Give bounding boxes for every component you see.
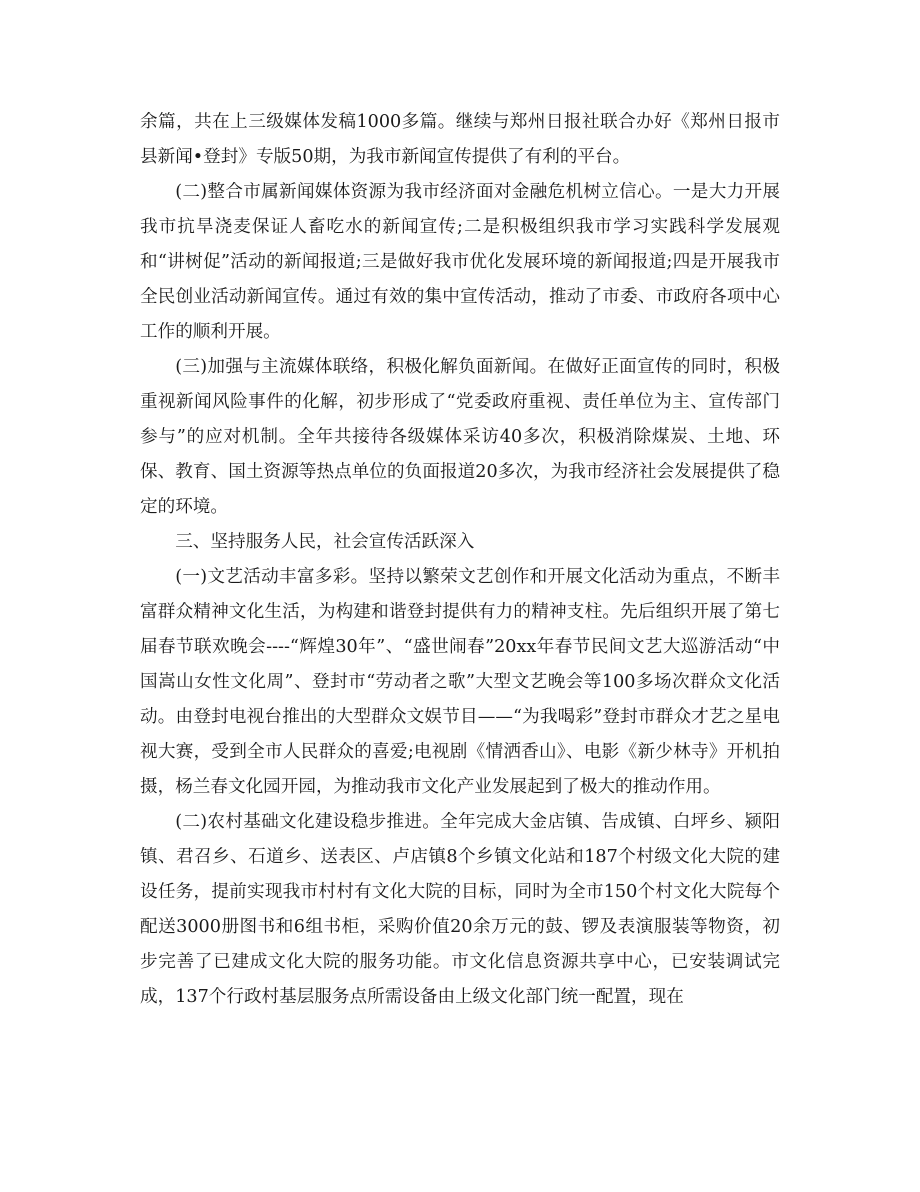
paragraph-6: (二)农村基础文化建设稳步推进。全年完成大金店镇、告成镇、白坪乡、颍阳镇、君召乡、石道乡、送表区、卢店镇8个乡镇文化站和187个村级文化大院的建设任务，提前实现我市村村有文化大院的目标，同时为全市150个村文化大院每个配送3000册图书和6组书柜，采购价值20余万元的鼓、锣及表演服装等物资，初步完善了已建成文化大院的服务功能。市文化信息资源共享中心，已安装调试完成，137个行政村基层服务点所需设备由上级文化部门统一配置，现在 bbox=[140, 812, 780, 1007]
paragraph-1: 余篇，共在上三级媒体发稿1000多篇。继续与郑州日报社联合办好《郑州日报市县新闻•登封》专版50期，为我市新闻宣传提供了有利的平台。 bbox=[140, 112, 780, 167]
section-heading-3: 三、坚持服务人民，社会宣传活跃深入 bbox=[175, 532, 475, 552]
paragraph-2: (二)整合市属新闻媒体资源为我市经济面对金融危机树立信心。一是大力开展我市抗旱浇麦保证人畜吃水的新闻宣传;二是积极组织我市学习实践科学发展观和“讲树促”活动的新闻报道;三是做好我市优化发展环境的新闻报道;四是开展我市全民创业活动新闻宣传。通过有效的集中宣传活动，推动了市委、市政府各项中心工作的顺利开展。 bbox=[140, 182, 780, 342]
paragraph-5: (一)文艺活动丰富多彩。坚持以繁荣文艺创作和开展文化活动为重点，不断丰富群众精神文化生活，为构建和谐登封提供有力的精神支柱。先后组织开展了第七届春节联欢晚会----“辉煌30年”、“盛世闹春”20xx年春节民间文艺大巡游活动“中国嵩山女性文化周”、登封市“劳动者之歌”大型文艺晚会等100多场次群众文化活动。由登封电视台推出的大型群众文娱节目——“为我喝彩”登封市群众才艺之星电视大赛，受到全市人民群众的喜爱;电视剧《情洒香山》、电影《新少林寺》开机拍摄，杨兰春文化园开园，为推动我市文化产业发展起到了极大的推动作用。 bbox=[140, 567, 780, 797]
document-body bbox=[140, 105, 780, 1015]
paragraph-3: (三)加强与主流媒体联络，积极化解负面新闻。在做好正面宣传的同时，积极重视新闻风险事件的化解，初步形成了“党委政府重视、责任单位为主、宣传部门参与”的应对机制。全年共接待各级媒体采访40多次，积极消除煤炭、土地、环保、教育、国土资源等热点单位的负面报道20多次，为我市经济社会发展提供了稳定的环境。 bbox=[140, 357, 780, 517]
